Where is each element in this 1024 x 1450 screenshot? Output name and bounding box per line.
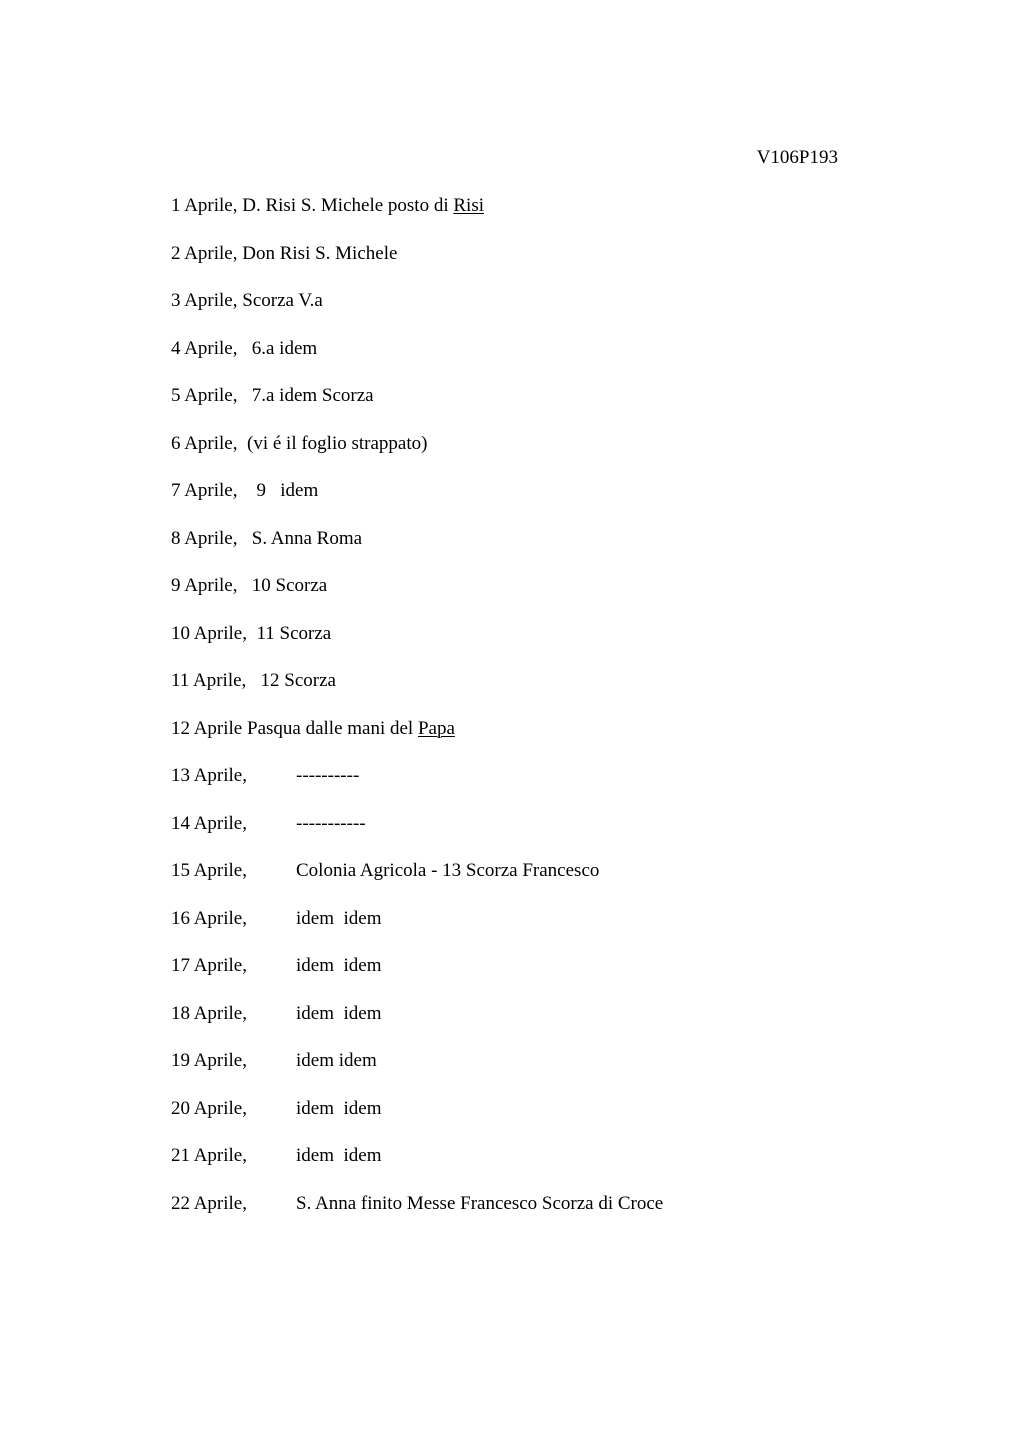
entry-text-main: idem idem (296, 1002, 382, 1024)
entry-date: 19 Aprile, (171, 1050, 247, 1071)
entry-text-main: idem idem (296, 955, 382, 976)
diary-entry (171, 1001, 484, 1049)
diary-entry (171, 1143, 484, 1191)
entry-text (246, 670, 336, 691)
entry-text (296, 1191, 663, 1217)
entry-text-main: 12 Scorza (246, 670, 336, 691)
entry-text (238, 528, 363, 549)
entry-text (296, 953, 381, 979)
entry-text-main: Scorza V.a (237, 290, 323, 311)
entry-date: 7 Aprile, (171, 480, 238, 501)
diary-entry (171, 573, 484, 621)
diary-entry (171, 906, 484, 954)
diary-entry (171, 241, 484, 289)
entry-text-main: Don Risi S. Michele (237, 242, 398, 264)
entry-text (238, 290, 323, 311)
entry-text-main: S. Anna finito Messe Francesco Scorza di Croce (296, 1192, 664, 1214)
diary-entry (171, 811, 484, 859)
diary-entry (171, 431, 484, 479)
entry-text-main: 10 Scorza (237, 575, 328, 596)
entry-date: 22 Aprile, (171, 1192, 247, 1214)
diary-entry (171, 383, 484, 431)
diary-entry (171, 193, 484, 241)
entry-text (238, 575, 328, 596)
entry-date: 17 Aprile, (171, 955, 247, 976)
entry-text-main: ----------- (296, 812, 366, 834)
entry-text-main: Pasqua dalle mani del (242, 717, 418, 739)
entry-date: 21 Aprile, (171, 1145, 247, 1166)
entry-text (296, 811, 366, 837)
diary-entry (171, 288, 484, 336)
page-reference: V106P193 (756, 147, 838, 168)
entry-text (296, 1096, 381, 1122)
entry-text-main: idem idem (296, 1145, 382, 1166)
diary-entry (171, 621, 484, 669)
entry-text (242, 718, 455, 739)
entry-date: 5 Aprile, (171, 385, 238, 406)
entry-text-main: ---------- (296, 765, 360, 786)
entry-text-main: idem idem (296, 907, 382, 929)
entry-text (247, 623, 331, 644)
entry-date: 2 Aprile, (171, 242, 238, 264)
entry-text-main: idem idem (296, 1050, 377, 1071)
entry-text-main: S. Anna Roma (237, 527, 363, 549)
entry-text-main: 7.a idem Scorza (237, 385, 374, 406)
entry-date: 14 Aprile, (171, 812, 247, 834)
diary-entry (171, 668, 484, 716)
diary-entry (171, 716, 484, 764)
entry-date: 8 Aprile, (171, 527, 238, 549)
entry-text (238, 338, 318, 359)
entry-date: 18 Aprile, (171, 1002, 247, 1024)
entry-date: 20 Aprile, (171, 1097, 247, 1119)
diary-entry (171, 1191, 664, 1239)
diary-entry (171, 953, 484, 1001)
entry-text (296, 906, 381, 932)
entry-date: 16 Aprile, (171, 907, 247, 929)
diary-entry (171, 763, 484, 811)
entry-text-underlined: Risi (453, 195, 484, 216)
entry-text-main: 6.a idem (237, 337, 318, 359)
entry-text (296, 763, 359, 789)
entry-date: 13 Aprile, (171, 765, 247, 786)
entry-text-underlined: Papa (417, 717, 455, 739)
entry-date: 11 Aprile, (171, 670, 247, 691)
entry-text (238, 480, 319, 501)
diary-entry (171, 858, 600, 906)
entry-text-main: (vi é il foglio strappato) (237, 432, 428, 454)
entry-date: 9 Aprile, (171, 575, 238, 596)
diary-entry (171, 336, 484, 384)
diary-entries (171, 193, 664, 1238)
diary-entry (171, 1048, 484, 1096)
entry-date: 3 Aprile, (171, 290, 238, 311)
entry-date: 4 Aprile, (171, 337, 238, 359)
entry-text-main: 9 idem (237, 480, 319, 501)
entry-date: 15 Aprile, (171, 860, 247, 881)
entry-text (296, 1001, 381, 1027)
entry-date: 1 Aprile, (171, 195, 238, 216)
diary-entry (171, 526, 484, 574)
diary-entry (171, 478, 484, 526)
entry-text-main: idem idem (296, 1097, 382, 1119)
entry-text (238, 195, 485, 216)
entry-text (296, 1048, 377, 1074)
entry-text-main: 11 Scorza (247, 622, 332, 644)
entry-text (296, 858, 599, 884)
diary-entry (171, 1096, 484, 1144)
entry-date: 10 Aprile, (171, 622, 247, 644)
entry-text-main: D. Risi S. Michele posto di (237, 195, 454, 216)
entry-text (238, 433, 428, 454)
entry-text (238, 385, 374, 406)
entry-text (296, 1143, 381, 1169)
entry-text (238, 243, 398, 264)
entry-date: 6 Aprile, (171, 432, 238, 454)
entry-text-main: Colonia Agricola - 13 Scorza Francesco (296, 860, 600, 881)
entry-date: 12 Aprile (171, 717, 243, 739)
